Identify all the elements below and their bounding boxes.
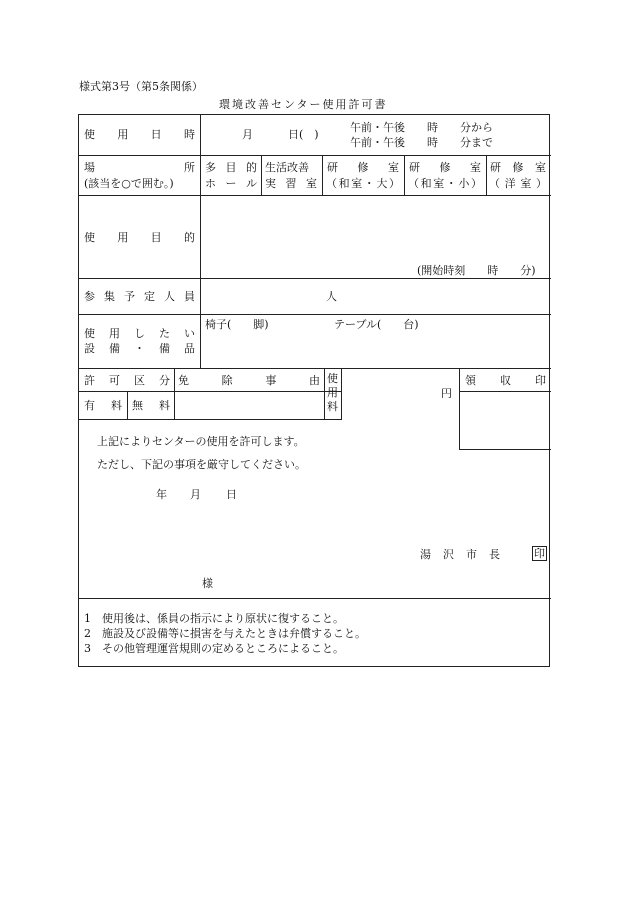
room-option-japanese-small-sub: （ 和 室 ・ 小 ）	[408, 177, 482, 190]
row-divider	[78, 391, 341, 392]
permission-paid[interactable]: 有 料	[84, 399, 122, 412]
row-divider	[78, 278, 551, 279]
place-label: 場 所	[84, 161, 195, 174]
room-option-hall-sub: ホ ー ル	[205, 177, 257, 190]
column-divider	[174, 368, 175, 419]
equipment-label-line1: 使 用 し た い	[84, 327, 195, 340]
equipment-chairs: 椅子( 脚)	[205, 318, 269, 331]
form-number: 様式第3号（第5条関係）	[79, 80, 203, 93]
row-divider	[78, 368, 551, 369]
place-note: (該当を○で囲む。)	[84, 177, 174, 190]
usage-time-to: 午前・午後 時 分まで	[350, 136, 493, 149]
room-option-western[interactable]: 研 修 室	[490, 161, 546, 174]
permission-statement: 上記によりセンターの使用を許可します。	[97, 435, 305, 448]
permission-free[interactable]: 無 料	[132, 399, 170, 412]
usage-time-from: 午前・午後 時 分から	[350, 121, 493, 134]
row-divider	[78, 419, 342, 420]
attendees-label: 参 集 予 定 人 員	[84, 290, 195, 303]
room-option-kitchen[interactable]: 生活改善	[265, 161, 309, 174]
row-divider	[78, 195, 551, 196]
note-3: 3 その他管理運営規則の定めるところによること。	[84, 642, 344, 655]
compliance-statement: ただし、下記の事項を厳守してください。	[97, 458, 306, 471]
column-divider	[127, 391, 128, 419]
fee-label: 使用料	[327, 372, 338, 413]
purpose-label: 使 用 目 的	[84, 231, 195, 244]
column-divider	[459, 368, 460, 450]
fee-unit: 円	[441, 387, 452, 400]
date-day: 日	[226, 488, 237, 501]
room-option-kitchen-sub: 実 習 室	[265, 177, 317, 190]
signatory-title: 湯 沢 市 長	[420, 548, 500, 561]
document-title: 環境改善センター使用許可書	[219, 98, 388, 111]
seal-mark: 印	[534, 547, 545, 560]
exemption-label: 免 除 事 由	[178, 374, 320, 387]
permission-label: 許 可 区 分	[84, 374, 170, 387]
column-divider	[486, 155, 487, 195]
purpose-start-time: (開始時刻 時 分)	[417, 264, 536, 277]
column-divider	[261, 155, 262, 195]
column-divider	[341, 368, 342, 419]
date-year: 年	[156, 488, 167, 501]
room-option-japanese-large-sub: （ 和 室 ・ 大 ）	[326, 177, 400, 190]
usage-month: 月	[242, 128, 253, 141]
column-divider	[324, 368, 325, 419]
room-option-japanese-large[interactable]: 研 修 室	[327, 161, 399, 174]
row-divider	[78, 598, 551, 599]
addressee-honorific: 様	[202, 577, 213, 590]
attendees-unit: 人	[326, 290, 337, 303]
note-1: 1 使用後は、係員の指示により原状に復すること。	[84, 612, 344, 625]
column-divider	[404, 155, 405, 195]
note-2: 2 施設及び設備等に損害を与えたときは弁償すること。	[84, 627, 366, 640]
receipt-label: 領 収 印	[465, 374, 546, 387]
room-option-hall[interactable]: 多 目 的	[205, 161, 257, 174]
usage-day: 日( )	[288, 128, 319, 141]
room-option-western-sub: （ 洋 室 ）	[489, 177, 547, 190]
date-month: 月	[190, 488, 201, 501]
usage-date-label: 使 用 日 時	[84, 128, 195, 141]
column-divider	[200, 114, 201, 368]
row-divider	[78, 314, 551, 315]
row-divider	[78, 155, 551, 156]
room-option-japanese-small[interactable]: 研 修 室	[409, 161, 481, 174]
column-divider	[322, 155, 323, 195]
row-divider	[459, 449, 551, 450]
equipment-label-line2: 設 備 ・ 備 品	[84, 342, 195, 355]
row-divider	[459, 391, 551, 392]
equipment-tables: テーブル( 台)	[334, 318, 419, 331]
